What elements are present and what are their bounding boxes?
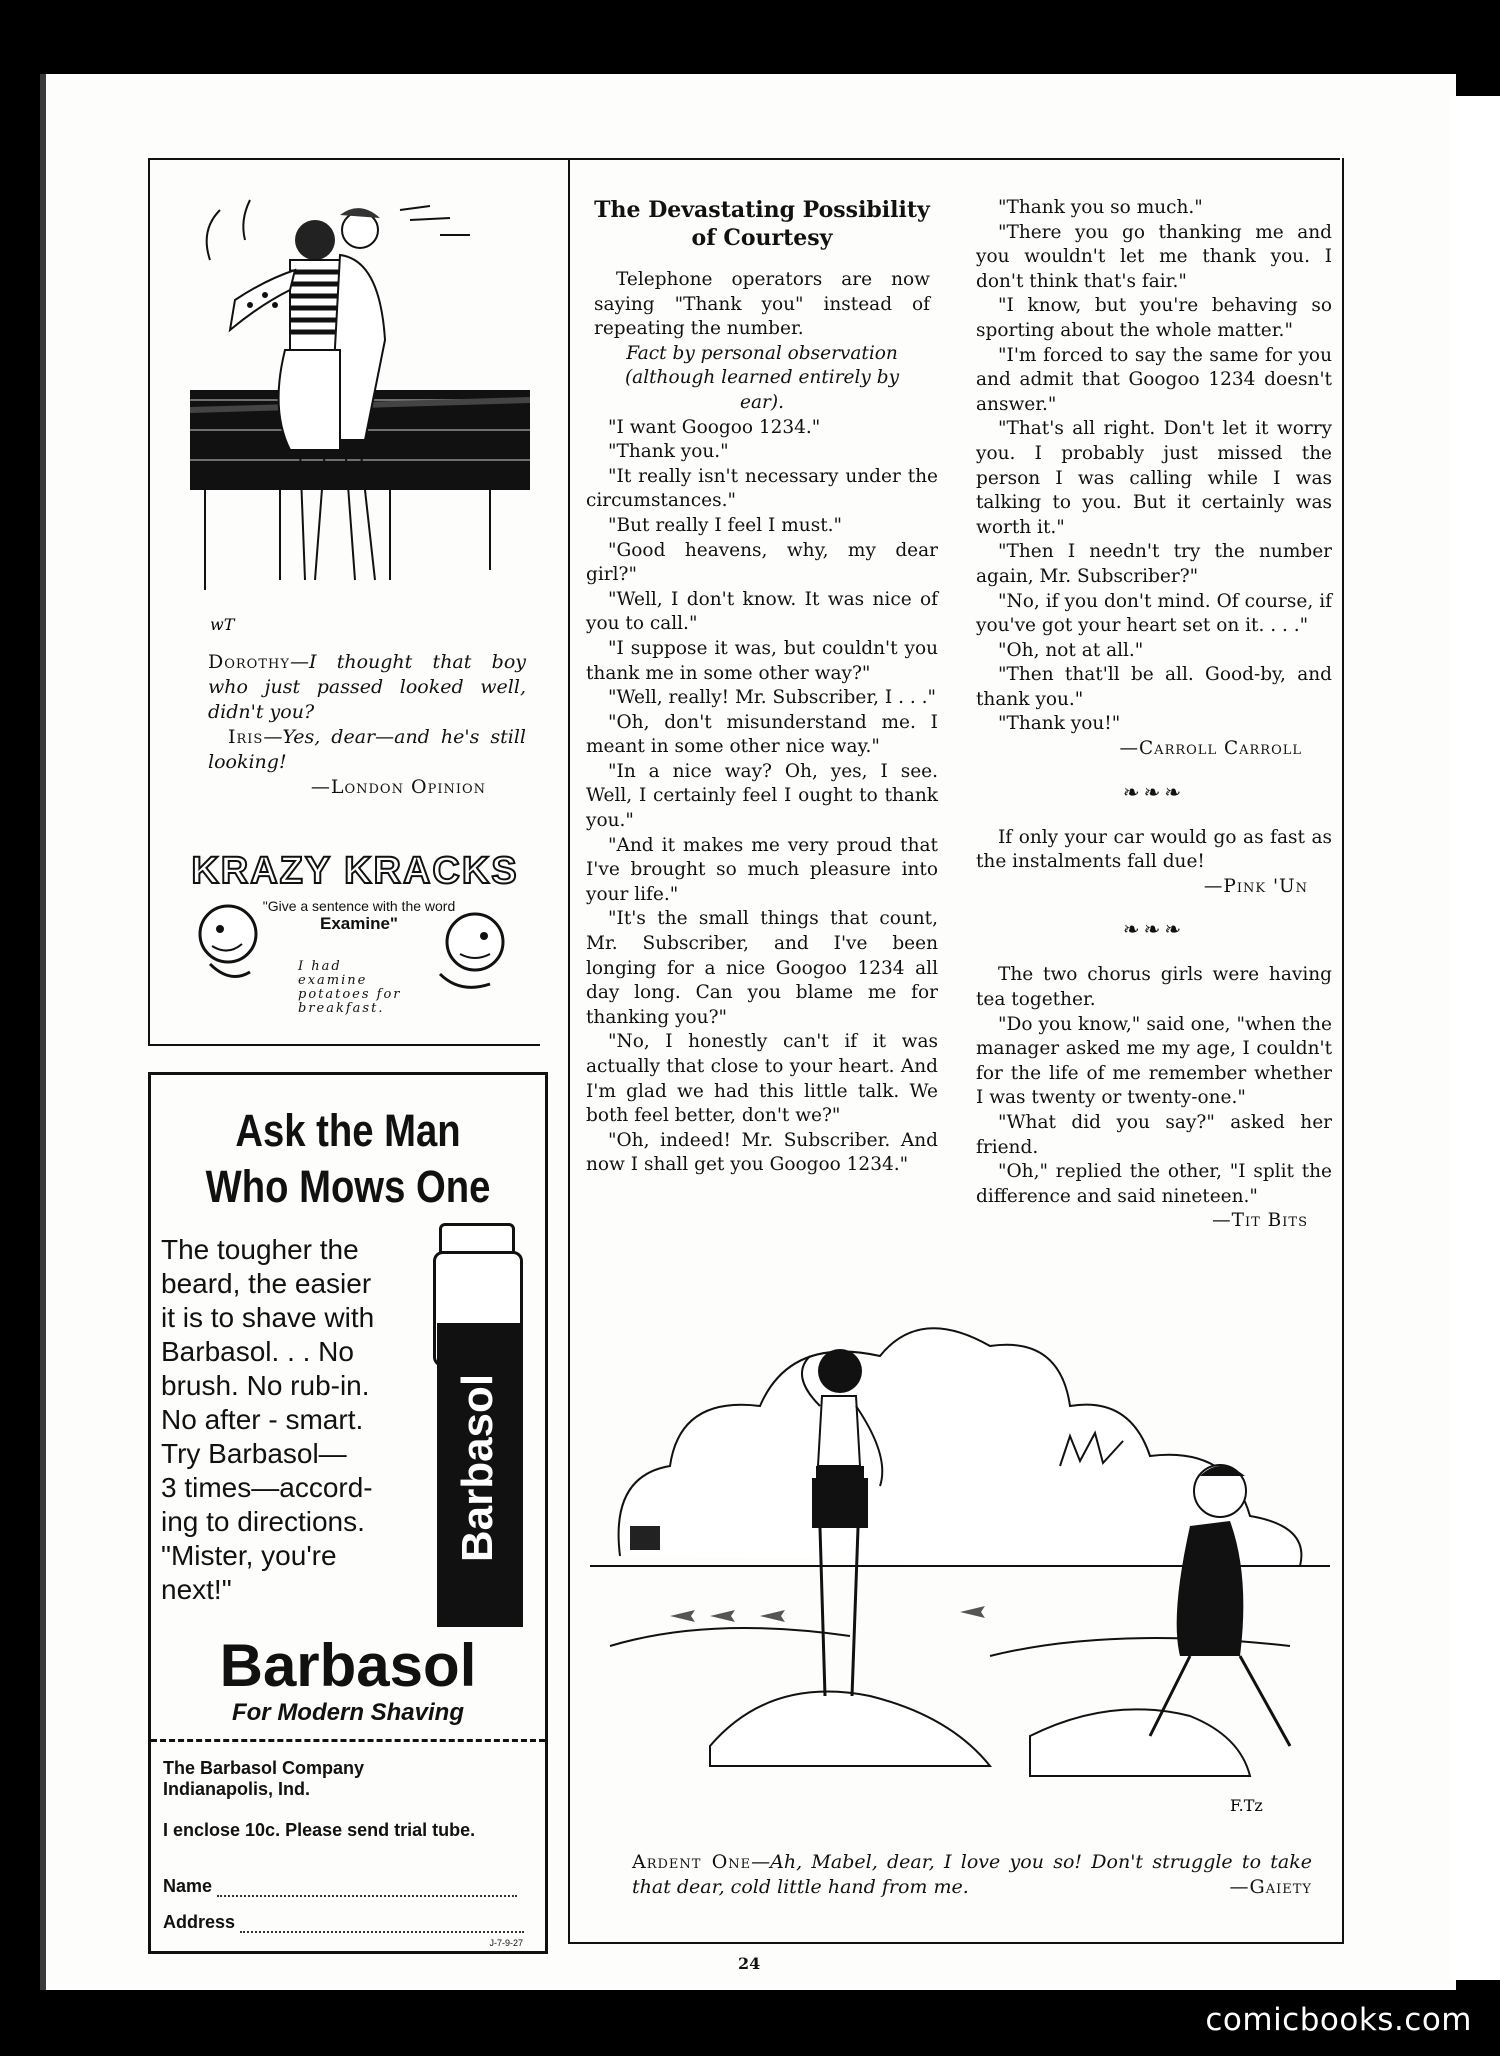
ad-tagline: For Modern Shaving bbox=[231, 1699, 464, 1726]
ornament-divider-2: ❧❧❧ bbox=[1122, 917, 1186, 942]
article-title: The Devastating Possibility of Courtesy bbox=[594, 197, 930, 251]
watermark: comicbooks.com bbox=[1205, 2002, 1472, 2038]
address-field[interactable] bbox=[240, 1931, 524, 1933]
ad-headline-1: Ask the Man bbox=[235, 1105, 461, 1156]
coupon: The Barbasol Company Indianapolis, Ind. I enclose 10c. Please send trial tube. Name Address J-7-9-27 bbox=[151, 1739, 545, 1954]
article-credit: —Carroll Carroll bbox=[1119, 738, 1302, 760]
bottom-cartoon-signature: F.Tz bbox=[1230, 1796, 1263, 1815]
ad-code: J-7-9-27 bbox=[489, 1938, 523, 1948]
krazy-word: Examine" bbox=[320, 914, 398, 933]
beach-cartoon-illustration bbox=[590, 1316, 1330, 1876]
krazy-kracks-title: KRAZY KRACKS bbox=[191, 850, 519, 892]
name-field[interactable] bbox=[217, 1895, 517, 1897]
joke1-text: If only your car would go as fast as the instalments fall due! bbox=[976, 826, 1332, 873]
cartoon-box-top-left bbox=[148, 158, 540, 1046]
ad-brand: Barbasol bbox=[219, 1632, 477, 1699]
next-page-edge bbox=[1450, 96, 1500, 1980]
barbasol-ad bbox=[148, 1072, 548, 1954]
krazy-answer: I had examine potatoes for breakfast. bbox=[298, 959, 402, 1016]
bottom-cartoon-caption: Ardent One—Ah, Mabel, dear, I love you so! Don't struggle to take that dear, cold little hand from me. —Gaiety bbox=[632, 1851, 1312, 1898]
ornament-divider-1: ❧❧❧ bbox=[1122, 779, 1186, 804]
couple-illustration bbox=[190, 190, 530, 640]
left-cartoon-caption: Dorothy—I thought that boy who just passed looked well, didn't you? Iris—Yes, dear—and he's still looking! —London Opinion bbox=[208, 651, 526, 798]
cartoon-signature: wT bbox=[210, 615, 235, 634]
ad-body-copy: The tougher the beard, the easier it is to shave with Barbasol. . . No brush. No rub-in. No after - smart. Try Barbasol— 3 times—accord- ing to directions. "Mister, you're next!" bbox=[161, 1234, 375, 1605]
barbasol-tube-icon: Barbasol bbox=[433, 1223, 523, 1623]
page-number: 24 bbox=[738, 1954, 761, 1973]
ad-headline-2: Who Mows One bbox=[205, 1161, 491, 1212]
article-column-1: The Devastating Possibility of Courtesy Telephone operators are now saying "Thank you" instead of repeating the number. Fact by personal observation (although learned entirely by ear). "I want Googoo 1234." "Thank you." "It really isn't necessary under the circumstances." "But really I feel I must." "Good heavens, why, my dear girl?" "Well, I don't know. It was nice of you to call." "I suppose it was, but couldn't you thank me in some other way?" "Well, really! Mr. Subscriber, I . . ." "Oh, don't misunderstand me. I meant in some other nice way." "In a nice way? Oh, yes, I see. Well, I certainly feel I ought to thank you." "And it makes me very proud that I've brought so much pleasure into your life." "It's the small things that count, Mr. Subscriber, and I've been longing for a nice Googoo 1234 all day long. Can you blame me for thanking you?" "No, I honestly can't if it was actually that close to your heart. And I'm glad we had this little talk. We both feel better, don't we?" "Oh, indeed! Mr. Subscriber. And now I shall get you Googoo 1234." bbox=[586, 197, 938, 1176]
article-column-2: "Thank you so much." "There you go thanking me and you wouldn't let me thank you. I don't think that's fair." "I know, but you're behaving so sporting about the whole matter." "I'm forced to say the same for you and admit that Googoo 1234 doesn't answer." "That's all right. Don't let it worry you. I probably just missed the person I was calling while I was talking to you. But it certainly was worth it." "Then I needn't try the number again, Mr. Subscriber?" "No, if you don't mind. Of course, if you've got your heart set on it. . . ." "Oh, not at all." "Then that'll be all. Good-by, and thank you." "Thank you!" —Carroll Carroll ❧❧❧ If only your car would go as fast as the instalments fall due! —Pink 'Un ❧❧❧ The two chorus girls were having tea together. "Do you know," said one, "when the manager asked me my age, I couldn't for the life of me remember whether I was twenty or twenty-one." "What did you say?" asked her friend. "Oh," replied the other, "I split the difference and said nineteen." —Tit Bits bbox=[976, 197, 1332, 1232]
krazy-kracks-panel: KRAZY KRACKS "Give a sentence with the word Examine" I had examine potatoes for breakfast. bbox=[191, 850, 519, 1016]
